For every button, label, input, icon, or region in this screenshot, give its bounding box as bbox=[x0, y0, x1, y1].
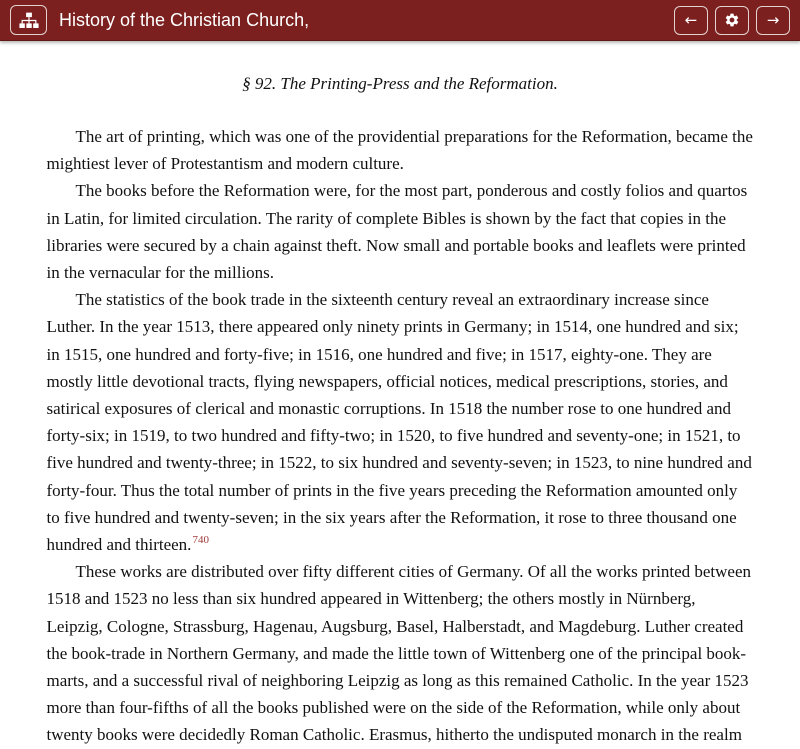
arrow-left-icon: ← bbox=[684, 10, 698, 29]
forward-button[interactable] bbox=[756, 6, 790, 35]
settings-button[interactable] bbox=[715, 6, 749, 35]
paragraph-2 bbox=[47, 177, 754, 286]
paragraph-3 bbox=[47, 286, 754, 558]
gear-icon bbox=[724, 12, 740, 28]
paragraph-4 bbox=[47, 558, 754, 748]
back-button[interactable] bbox=[674, 6, 708, 35]
header-nav-group bbox=[674, 6, 790, 35]
paragraph-text: The books before the Reformation were, for the most part, ponderous and costly folios and quartos in Latin, for limited circulation. The rarity of complete Bibles is shown by the fact that copies in the libraries were secured by a chain against theft. Now small and portable books and leaflets were printed in the vernacular for the millions. bbox=[46, 181, 748, 283]
document-page bbox=[47, 41, 754, 749]
app-header bbox=[0, 0, 800, 41]
toc-button[interactable] bbox=[10, 5, 47, 35]
paragraph-text: These works are distributed over fifty different cities of Germany. Of all the works printed between 1518 and 1523 no less than six hundred appeared in Wittenberg; the others mostly in Nürnberg, Leipzig, Cologne, Strassburg, Hagenau, Augsburg, Basel, Halberstadt, and Magdeburg. Luther created the book-trade in Northern Germany, and made the little town of Wittenberg one of the principal book-marts, and a successful rival of neighboring Leipzig as long as this remained Catholic. In the year 1523 more than four-fifths of all the books published were on the side of the Reformation, while only about twenty books were decidedly Roman Catholic. Erasmus, hitherto the undisputed monarch in the realm bbox=[46, 562, 752, 745]
footnote-link[interactable]: 740 bbox=[192, 534, 209, 547]
arrow-right-icon: → bbox=[766, 10, 780, 29]
paragraph-1 bbox=[47, 123, 754, 177]
book-title: History of the Christian Church, bbox=[59, 9, 310, 30]
section-heading: § 92. The Printing-Press and the Reformation. bbox=[242, 74, 558, 93]
paragraph-text: The art of printing, which was one of the providential preparations for the Reformation, became the mightiest lever of Protestantism and modern culture. bbox=[46, 127, 753, 174]
sitemap-icon bbox=[19, 12, 39, 29]
paragraph-text: The statistics of the book trade in the sixteenth century reveal an extraordinary increase since Luther. In the year 1513, there appeared only ninety prints in Germany; in 1514, one hundred and six; in 1515, one hundred and forty-five; in 1516, one hundred and five; in 1517, eighty-one. They are mostly little devotional tracts, flying newspapers, official notices, medical prescriptions, stories, and satirical exposures of clerical and monastic corruptions. In 1518 the number rose to one hundred and forty-six; in 1519, to two hundred and fifty-two; in 1520, to five hundred and seventy-one; in 1521, to five hundred and twenty-three; in 1522, to six hundred and seventy-seven; in 1523, to nine hundred and forty-four. Thus the total number of prints in the five years preceding the Reformation amounted only to five hundred and twenty-seven; in the six years after the Reformation, it rose to three thousand one hundred and thirteen. bbox=[46, 290, 752, 555]
